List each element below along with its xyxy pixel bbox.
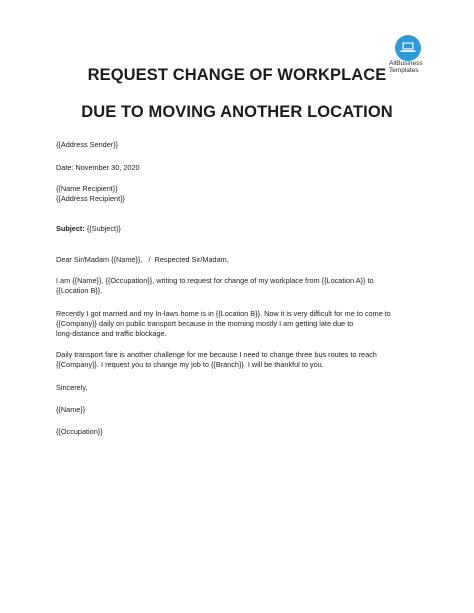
logo-badge [395, 35, 421, 61]
document-title-line1: REQUEST CHANGE OF WORKPLACE [87, 66, 387, 84]
paragraph-2-line-2: {{Company}} daily on public transport because in the morning mostly I am getting late due to [56, 319, 354, 328]
signature-occupation-text: {{Occupation}} [56, 427, 103, 436]
signature-name [56, 405, 426, 415]
recipient-block [56, 184, 426, 204]
paragraph-1 [56, 276, 426, 296]
address-sender [56, 140, 426, 150]
salutation-text: Dear Sir/Madam {{Name}}, / Respected Sir/Madam, [56, 255, 229, 264]
paragraph-3 [56, 350, 426, 370]
laptop-icon [400, 42, 416, 54]
subject-value: {{Subject}} [84, 224, 121, 233]
date-line [56, 163, 426, 173]
paragraph-3-line-2: {{Company}}. I request you to change my job to {{Branch}}. I will be thankful to you. [56, 360, 324, 369]
paragraph-1-line-1: I am {{Name}}, {{Occupation}}, writing to request for change of my workplace from {{Location A}} to [56, 276, 374, 285]
name-recipient: {{Name Recipient}} [56, 184, 118, 193]
logo-text-line1: AllBusiness [389, 60, 423, 67]
subject-line [56, 224, 426, 234]
paragraph-2 [56, 309, 426, 339]
closing [56, 383, 426, 393]
paragraph-2-line-1: Recently I got married and my In-laws home is in {{Location B}}. Now it is very difficult for me to come to [56, 309, 391, 318]
paragraph-2-line-3: long-distance and traffic blockage. [56, 329, 167, 338]
signature-occupation [56, 427, 426, 437]
address-recipient: {{Address Recipient}} [56, 194, 125, 203]
document-title-line2: DUE TO MOVING ANOTHER LOCATION [81, 103, 393, 121]
signature-name-text: {{Name}} [56, 405, 86, 414]
closing-text: Sincerely, [56, 383, 88, 392]
salutation [56, 255, 426, 265]
address-sender-text: {{Address Sender}} [56, 140, 119, 149]
date-text: Date: November 30, 2020 [56, 163, 140, 172]
paragraph-1-line-2: {{Location B}}. [56, 286, 103, 295]
subject-label: Subject: [56, 224, 85, 233]
logo-text-line2: Templates [389, 67, 419, 74]
paragraph-3-line-1: Daily transport fare is another challenge for me because I need to change three bus routes to reach [56, 350, 377, 359]
